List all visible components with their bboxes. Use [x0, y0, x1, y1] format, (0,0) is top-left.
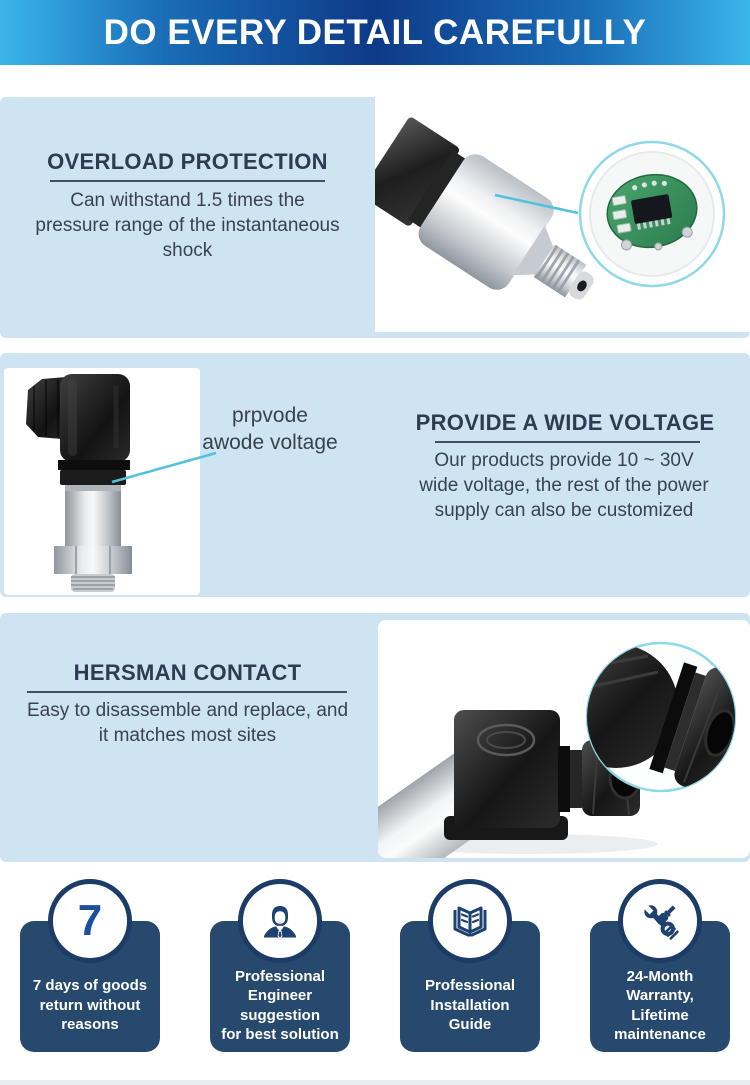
- product-photo-sensor-with-pcb-callout: [375, 97, 750, 332]
- body-line: shock: [162, 240, 213, 261]
- body-line: Our products provide 10 ~ 30V: [434, 450, 694, 471]
- section-2-heading: PROVIDE A WIDE VOLTAGE: [415, 410, 715, 435]
- section-1-body: [0, 188, 375, 263]
- product-photo-connector-with-gland-callout: [378, 620, 750, 858]
- section-1-heading: OVERLOAD PROTECTION: [47, 149, 328, 174]
- feature-card-label: Professional Engineer suggestion for best solution: [221, 967, 339, 1043]
- body-line: wide voltage, the rest of the power: [419, 475, 709, 496]
- body-line: Easy to disassemble and replace, and: [26, 700, 349, 721]
- seven-number: 7: [77, 896, 103, 945]
- section-3-underline: [27, 691, 347, 693]
- label-line: awode voltage: [202, 431, 338, 454]
- section-3-heading: HERSMAN CONTACT: [73, 660, 302, 685]
- section-2-underline: [435, 441, 700, 443]
- warranty-tools-icon: [618, 879, 702, 963]
- body-line: Can withstand 1.5 times the: [70, 190, 305, 211]
- feature-card-label: Professional Installation Guide: [424, 977, 516, 1034]
- engineer-icon: [238, 879, 322, 963]
- section-2-body: [378, 448, 750, 523]
- feature-card-label: 7 days of goods return without reasons: [32, 977, 148, 1034]
- section-3-body: [0, 698, 375, 748]
- body-line: supply can also be customized: [434, 500, 694, 521]
- sensor-photo-illustration: [375, 97, 750, 332]
- feature-card-engineer: [210, 921, 350, 1052]
- footer-divider: [0, 1080, 750, 1085]
- section-1-underline: [50, 180, 325, 182]
- banner: [0, 0, 750, 65]
- callout-leader-line: [108, 448, 220, 486]
- feature-card-warranty: [590, 921, 730, 1052]
- feature-card-label: 24-Month Warranty, Lifetime maintenance: [614, 967, 706, 1043]
- label-line: prpvode: [232, 404, 308, 427]
- body-line: pressure range of the instantaneous: [35, 215, 340, 236]
- seven-badge-icon: [48, 879, 132, 963]
- connector-photo-illustration: [378, 620, 750, 858]
- feature-card-installation-guide: [400, 921, 540, 1052]
- feature-card-returns: [20, 896, 160, 1052]
- body-line: it matches most sites: [98, 725, 277, 746]
- installation-guide-book-icon: [428, 879, 512, 963]
- banner-title: DO EVERY DETAIL CAREFULLY: [103, 12, 647, 52]
